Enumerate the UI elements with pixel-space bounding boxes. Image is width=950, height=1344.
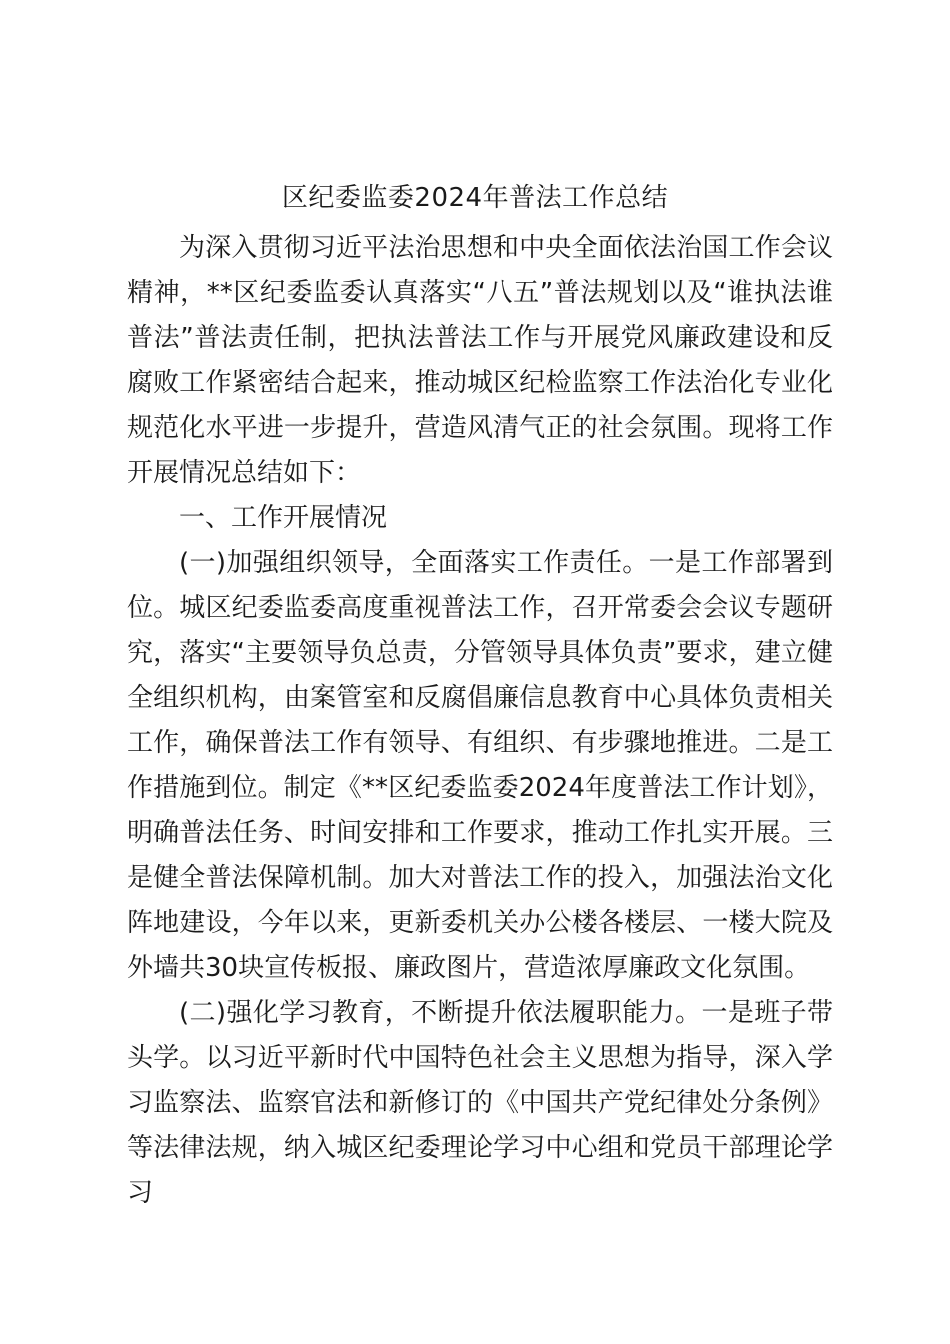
document-title: 区纪委监委2024年普法工作总结: [281, 183, 669, 213]
body-paragraph: (二)强化学习教育，不断提升依法履职能力。一是班子带头学。以习近平新时代中国特色社会主义思想为指导，深入学习监察法、监察官法和新修订的《中国共产党纪律处分条例》等法律法规，纳入城区纪委理论学习中心组和党员干部理论学习: [127, 998, 833, 1208]
body-paragraph: (一)加强组织领导，全面落实工作责任。一是工作部署到位。城区纪委监委高度重视普法工作，召开常委会会议专题研究，落实“主要领导负总责，分管领导具体负责”要求，建立健全组织机构，由案管室和反腐倡廉信息教育中心具体负责相关工作，确保普法工作有领导、有组织、有步骤地推进。二是工作措施到位。制定《**区纪委监委2024年度普法工作计划》，明确普法任务、时间安排和工作要求，推动工作扎实开展。三是健全普法保障机制。加大对普法工作的投入，加强法治文化阵地建设，今年以来，更新委机关办公楼各楼层、一楼大院及外墙共30块宣传板报、廉政图片，营造浓厚廉政文化氛围。: [127, 548, 833, 983]
intro-paragraph: 为深入贯彻习近平法治思想和中央全面依法治国工作会议精神，**区纪委监委认真落实“八五”普法规划以及“谁执法谁普法”普法责任制，把执法普法工作与开展党风廉政建设和反腐败工作紧密结合起来，推动城区纪检监察工作法治化专业化规范化水平进一步提升，营造风清气正的社会氛围。现将工作开展情况总结如下：: [127, 233, 833, 488]
section-heading: 一、工作开展情况: [179, 503, 388, 533]
document-body: [127, 226, 833, 1216]
